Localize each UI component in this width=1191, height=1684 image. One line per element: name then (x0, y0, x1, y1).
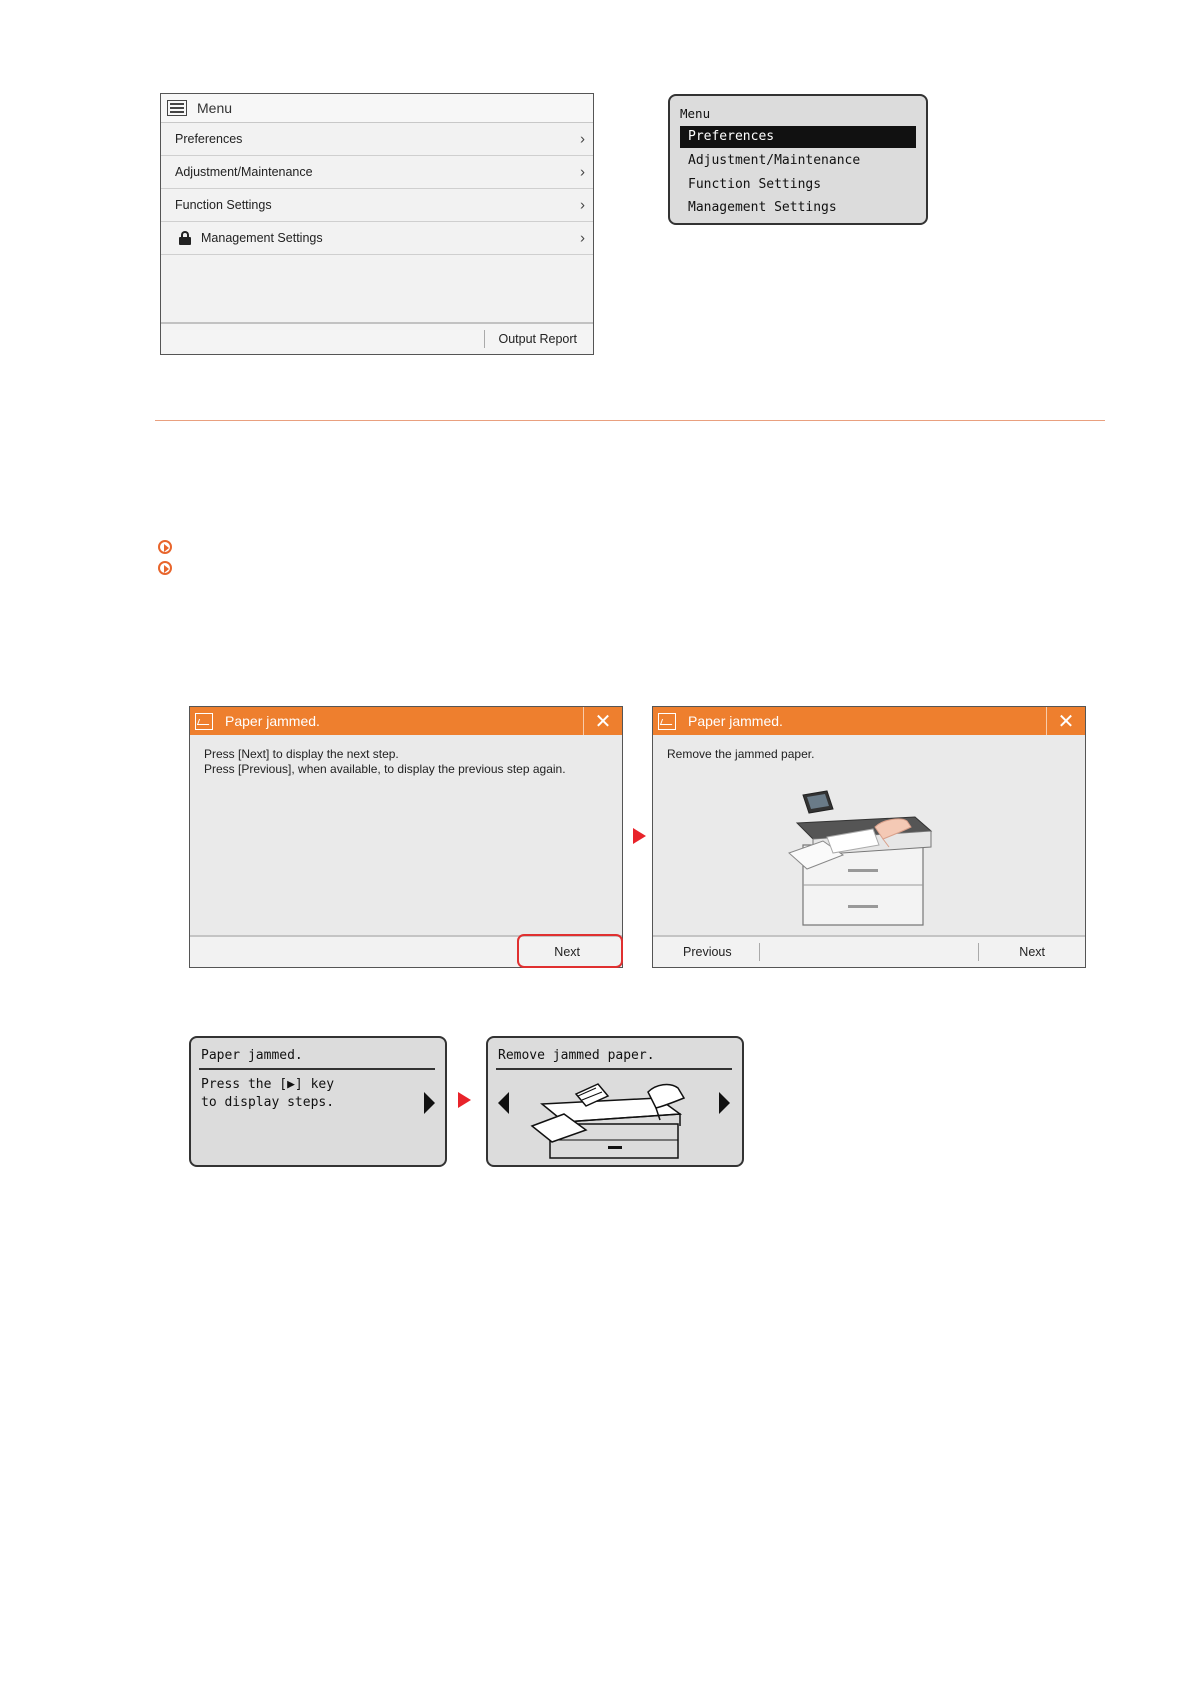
message-line: Press [Next] to display the next step. (204, 747, 399, 761)
lcd-menu-title: Menu (680, 106, 711, 121)
output-report-button[interactable]: Output Report (498, 332, 577, 346)
step-arrow-icon (633, 828, 646, 844)
step-arrow-icon (458, 1092, 471, 1108)
menu-footer (161, 322, 593, 354)
menu-item-label: Management Settings (201, 230, 323, 245)
message-line: Press [Previous], when available, to display the previous step again. (204, 762, 566, 776)
menu-item-preferences[interactable] (161, 122, 593, 156)
link-bullet-icon (158, 561, 172, 575)
close-icon[interactable]: ✕ (583, 707, 622, 735)
printer-jam-lcd-illustration (528, 1074, 706, 1162)
lcd-menu-item-function-settings[interactable]: Function Settings (688, 177, 822, 192)
next-button-highlight (517, 934, 623, 968)
footer-divider (759, 943, 760, 961)
lock-icon (179, 231, 191, 245)
menu-item-label: Adjustment/Maintenance (175, 164, 313, 179)
lcd-menu-item-adjustment-maintenance[interactable]: Adjustment/Maintenance (688, 153, 861, 168)
error-title: Paper jammed. (225, 713, 320, 729)
touch-panel-menu-screen (160, 93, 594, 355)
previous-button[interactable]: Previous (683, 945, 732, 959)
lcd-error-title: Remove jammed paper. (498, 1048, 655, 1063)
chevron-right-icon: › (580, 130, 585, 147)
lcd-paper-jam-screen-intro (189, 1036, 447, 1167)
close-icon[interactable]: ✕ (1046, 707, 1085, 735)
menu-header (161, 94, 593, 123)
menu-item-adjustment-maintenance[interactable] (161, 155, 593, 189)
error-message: Remove the jammed paper. (667, 747, 815, 761)
section-divider (155, 420, 1105, 421)
footer-divider (484, 330, 485, 348)
right-arrow-icon[interactable] (424, 1092, 435, 1114)
menu-item-label: Preferences (175, 131, 243, 146)
lcd-menu-item-preferences[interactable]: Preferences (680, 126, 916, 148)
next-button[interactable]: Next (554, 945, 580, 959)
footer-divider (978, 943, 979, 961)
menu-item-label: Function Settings (175, 197, 272, 212)
right-arrow-icon[interactable] (719, 1092, 730, 1114)
title-underline (496, 1068, 732, 1070)
lcd-menu-screen (668, 94, 928, 225)
error-title-bar (190, 707, 622, 735)
paper-jam-icon (195, 713, 213, 730)
left-arrow-icon[interactable] (498, 1092, 509, 1114)
touch-paper-jam-screen-step (652, 706, 1086, 968)
chevron-right-icon: › (580, 196, 585, 213)
error-title: Paper jammed. (688, 713, 783, 729)
printer-jam-illustration (783, 775, 943, 931)
touch-paper-jam-screen-intro (189, 706, 623, 968)
link-bullet-icon (158, 540, 172, 554)
title-underline (199, 1068, 435, 1070)
chevron-right-icon: › (580, 229, 585, 246)
lcd-error-title: Paper jammed. (201, 1048, 303, 1063)
lcd-menu-item-management-settings[interactable]: Management Settings (688, 200, 837, 215)
lcd-error-message: Press the [▶] key to display steps. (201, 1077, 335, 1110)
error-title-bar (653, 707, 1085, 735)
chevron-right-icon: › (580, 163, 585, 180)
menu-title: Menu (197, 100, 233, 116)
menu-list-icon (167, 100, 187, 116)
paper-jam-icon (658, 713, 676, 730)
lcd-paper-jam-screen-step (486, 1036, 744, 1167)
menu-item-function-settings[interactable] (161, 188, 593, 222)
error-footer (653, 935, 1085, 967)
menu-item-management-settings[interactable] (161, 221, 593, 255)
error-message (204, 747, 566, 777)
next-button[interactable]: Next (1019, 945, 1045, 959)
